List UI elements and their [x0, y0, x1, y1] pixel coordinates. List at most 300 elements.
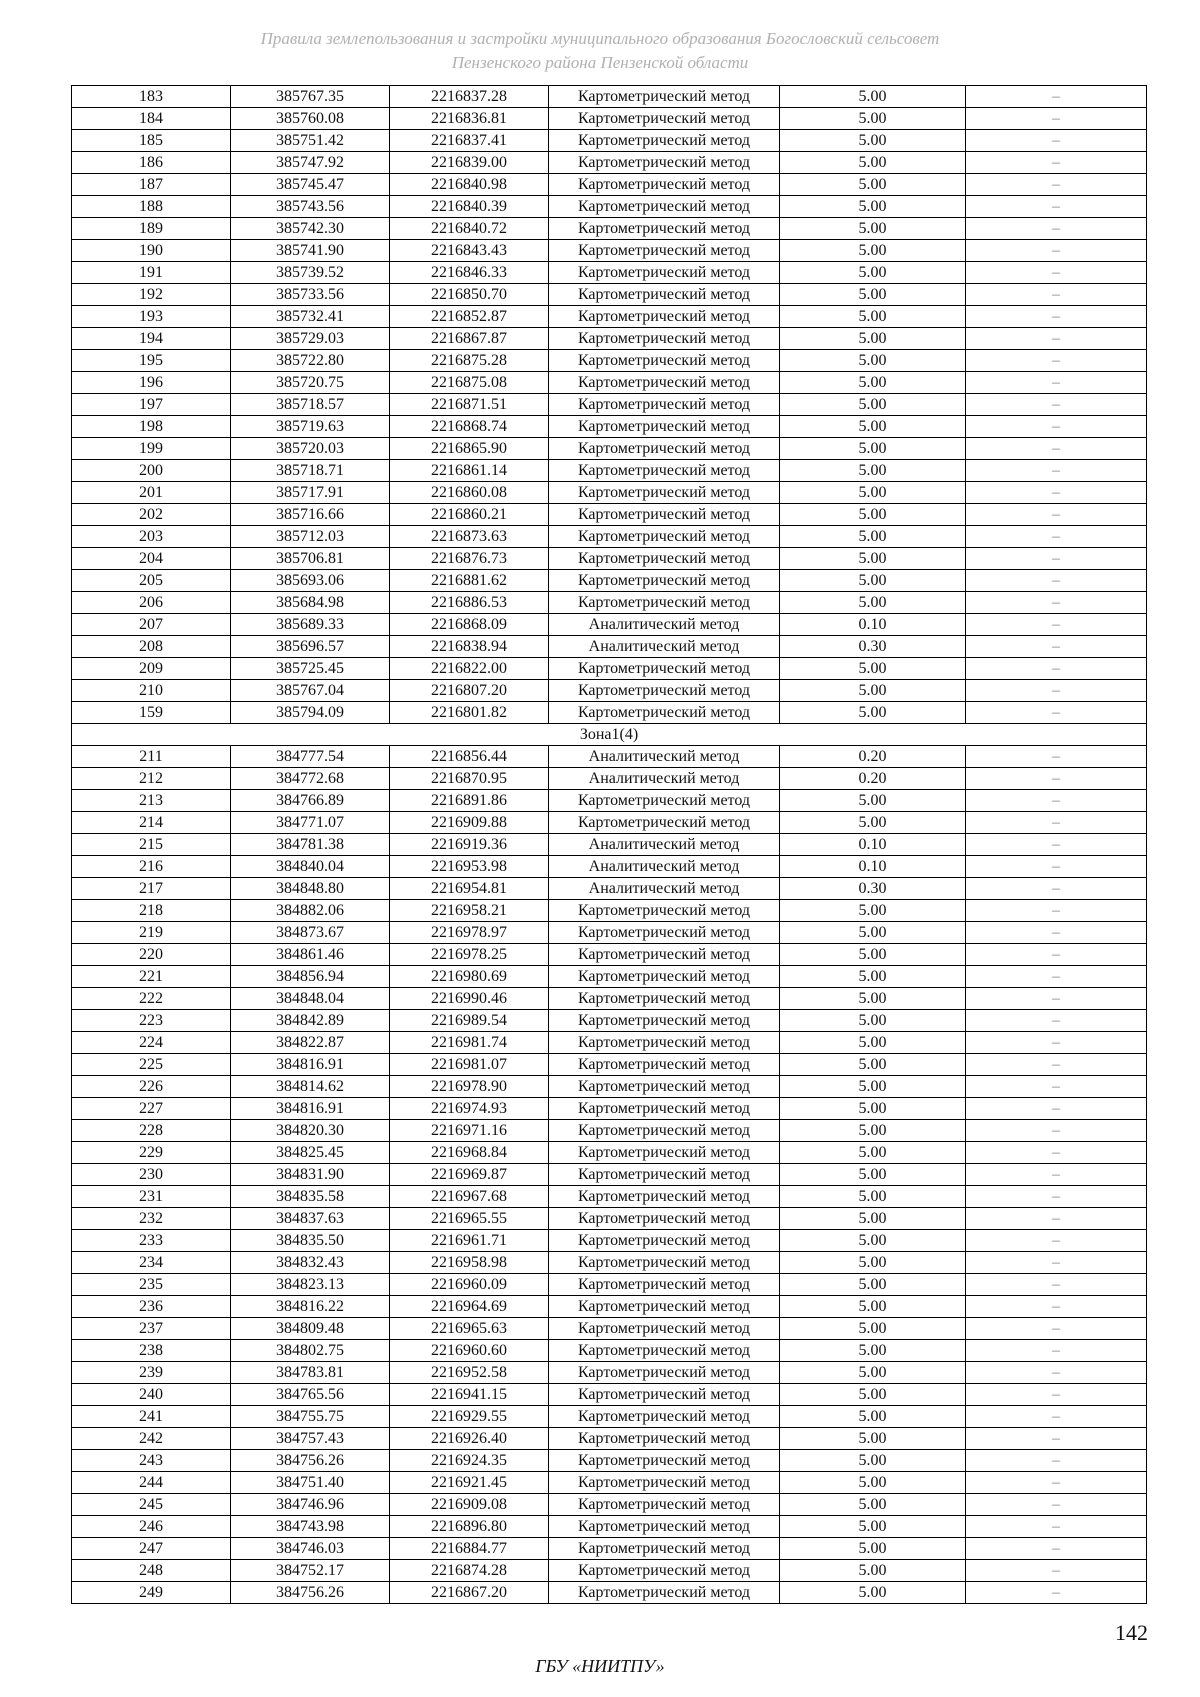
table-cell: 183 — [72, 86, 231, 108]
table-cell: 184 — [72, 108, 231, 130]
table-row — [72, 1186, 1147, 1208]
table-cell: 211 — [72, 746, 231, 768]
table-cell: 384771.07 — [231, 812, 390, 834]
table-cell: 5.00 — [780, 1560, 966, 1582]
table-cell: 189 — [72, 218, 231, 240]
running-header — [0, 27, 1200, 75]
table-cell: 5.00 — [780, 394, 966, 416]
table-cell: – — [966, 372, 1147, 394]
table-row — [72, 746, 1147, 768]
table-cell: 2216868.09 — [390, 614, 549, 636]
table-cell: – — [966, 284, 1147, 306]
table-cell: Картометрический метод — [549, 988, 780, 1010]
table-cell: 2216875.28 — [390, 350, 549, 372]
table-row — [72, 1032, 1147, 1054]
table-cell: 2216840.39 — [390, 196, 549, 218]
table-cell: 225 — [72, 1054, 231, 1076]
table-cell: 201 — [72, 482, 231, 504]
table-row — [72, 1274, 1147, 1296]
table-row — [72, 1450, 1147, 1472]
table-cell: – — [966, 438, 1147, 460]
table-row — [72, 1362, 1147, 1384]
table-cell: 198 — [72, 416, 231, 438]
table-cell: 5.00 — [780, 1208, 966, 1230]
table-cell: Картометрический метод — [549, 482, 780, 504]
table-cell: 384802.75 — [231, 1340, 390, 1362]
table-cell: 2216964.69 — [390, 1296, 549, 1318]
table-cell: 385712.03 — [231, 526, 390, 548]
table-cell: 5.00 — [780, 218, 966, 240]
table-cell: 385718.57 — [231, 394, 390, 416]
table-row — [72, 592, 1147, 614]
table-cell: 5.00 — [780, 108, 966, 130]
table-cell: 2216926.40 — [390, 1428, 549, 1450]
table-cell: 5.00 — [780, 658, 966, 680]
table-cell: 384823.13 — [231, 1274, 390, 1296]
table-cell: 2216960.60 — [390, 1340, 549, 1362]
table-cell: 232 — [72, 1208, 231, 1230]
table-row — [72, 988, 1147, 1010]
table-cell: 384783.81 — [231, 1362, 390, 1384]
table-row — [72, 262, 1147, 284]
table-cell: 384861.46 — [231, 944, 390, 966]
table-cell: 221 — [72, 966, 231, 988]
table-cell: 385743.56 — [231, 196, 390, 218]
table-row — [72, 394, 1147, 416]
table-cell: 5.00 — [780, 944, 966, 966]
table-cell: Картометрический метод — [549, 416, 780, 438]
table-cell: 2216958.21 — [390, 900, 549, 922]
table-cell: 385742.30 — [231, 218, 390, 240]
table-row — [72, 1340, 1147, 1362]
table-cell: 384756.26 — [231, 1582, 390, 1604]
table-cell: 2216968.84 — [390, 1142, 549, 1164]
table-cell: 2216868.74 — [390, 416, 549, 438]
table-cell: 385696.57 — [231, 636, 390, 658]
table-cell: 385689.33 — [231, 614, 390, 636]
table-cell: Картометрический метод — [549, 570, 780, 592]
table-cell: 5.00 — [780, 1032, 966, 1054]
table-cell: 2216961.71 — [390, 1230, 549, 1252]
table-cell: 0.30 — [780, 636, 966, 658]
table-cell: – — [966, 1450, 1147, 1472]
table-cell: Картометрический метод — [549, 680, 780, 702]
table-cell: Картометрический метод — [549, 504, 780, 526]
table-cell: 5.00 — [780, 438, 966, 460]
table-cell: 385732.41 — [231, 306, 390, 328]
table-cell: 5.00 — [780, 548, 966, 570]
table-row — [72, 702, 1147, 724]
table-cell: 385684.98 — [231, 592, 390, 614]
table-row — [72, 350, 1147, 372]
table-cell: 191 — [72, 262, 231, 284]
table-cell: 0.10 — [780, 856, 966, 878]
table-cell: 2216837.41 — [390, 130, 549, 152]
table-cell: – — [966, 1362, 1147, 1384]
table-cell: 385767.04 — [231, 680, 390, 702]
table-cell: 2216865.90 — [390, 438, 549, 460]
table-cell: Картометрический метод — [549, 394, 780, 416]
table-cell: 384882.06 — [231, 900, 390, 922]
table-cell: 5.00 — [780, 1340, 966, 1362]
table-row — [72, 152, 1147, 174]
table-cell: 2216801.82 — [390, 702, 549, 724]
table-cell: 238 — [72, 1340, 231, 1362]
table-cell: Картометрический метод — [549, 812, 780, 834]
table-cell: 2216860.08 — [390, 482, 549, 504]
table-cell: 2216873.63 — [390, 526, 549, 548]
table-cell: Картометрический метод — [549, 306, 780, 328]
table-cell: 5.00 — [780, 1384, 966, 1406]
table-cell: 385733.56 — [231, 284, 390, 306]
table-cell: – — [966, 460, 1147, 482]
table-cell: 203 — [72, 526, 231, 548]
table-cell: Картометрический метод — [549, 1010, 780, 1032]
table-cell: – — [966, 592, 1147, 614]
table-cell: 240 — [72, 1384, 231, 1406]
table-cell: – — [966, 240, 1147, 262]
table-cell: Картометрический метод — [549, 1296, 780, 1318]
table-cell: 385719.63 — [231, 416, 390, 438]
table-cell: 207 — [72, 614, 231, 636]
table-cell: – — [966, 746, 1147, 768]
table-cell: 385725.45 — [231, 658, 390, 680]
table-cell: Картометрический метод — [549, 1230, 780, 1252]
table-row — [72, 196, 1147, 218]
table-cell: 241 — [72, 1406, 231, 1428]
table-cell: 2216919.36 — [390, 834, 549, 856]
table-cell: Картометрический метод — [549, 1164, 780, 1186]
table-row — [72, 328, 1147, 350]
table-cell: 220 — [72, 944, 231, 966]
table-cell: 2216881.62 — [390, 570, 549, 592]
table-row — [72, 130, 1147, 152]
table-cell: Картометрический метод — [549, 702, 780, 724]
table-cell: – — [966, 922, 1147, 944]
table-cell: Картометрический метод — [549, 1472, 780, 1494]
table-row — [72, 1472, 1147, 1494]
table-cell: 2216876.73 — [390, 548, 549, 570]
table-cell: 0.10 — [780, 834, 966, 856]
table-cell: 5.00 — [780, 1582, 966, 1604]
table-cell: – — [966, 570, 1147, 592]
table-cell: 385718.71 — [231, 460, 390, 482]
table-cell: 5.00 — [780, 570, 966, 592]
table-cell: 5.00 — [780, 1472, 966, 1494]
table-cell: Картометрический метод — [549, 1428, 780, 1450]
table-cell: 385693.06 — [231, 570, 390, 592]
table-cell: 384822.87 — [231, 1032, 390, 1054]
table-cell: 2216989.54 — [390, 1010, 549, 1032]
table-row — [72, 372, 1147, 394]
table-cell: 2216929.55 — [390, 1406, 549, 1428]
table-cell: 384751.40 — [231, 1472, 390, 1494]
table-cell: – — [966, 1076, 1147, 1098]
table-cell: – — [966, 1296, 1147, 1318]
table-cell: 235 — [72, 1274, 231, 1296]
table-cell: – — [966, 108, 1147, 130]
table-cell: 5.00 — [780, 350, 966, 372]
table-cell: Аналитический метод — [549, 856, 780, 878]
table-cell: Картометрический метод — [549, 86, 780, 108]
table-cell: 188 — [72, 196, 231, 218]
table-cell: 5.00 — [780, 702, 966, 724]
table-cell: 210 — [72, 680, 231, 702]
table-cell: Картометрический метод — [549, 1582, 780, 1604]
table-cell: – — [966, 878, 1147, 900]
table-cell: 384766.89 — [231, 790, 390, 812]
table-cell: – — [966, 218, 1147, 240]
table-cell: 237 — [72, 1318, 231, 1340]
header-line-2: Пензенского района Пензенской области — [451, 53, 749, 72]
table-cell: 5.00 — [780, 966, 966, 988]
table-cell: Картометрический метод — [549, 526, 780, 548]
table-cell: 5.00 — [780, 1098, 966, 1120]
table-cell: 2216965.55 — [390, 1208, 549, 1230]
table-row — [72, 812, 1147, 834]
table-cell: 0.10 — [780, 614, 966, 636]
table-body — [72, 86, 1147, 1604]
table-cell: 5.00 — [780, 240, 966, 262]
table-row — [72, 1120, 1147, 1142]
table-cell: 5.00 — [780, 504, 966, 526]
table-row — [72, 504, 1147, 526]
table-cell: 231 — [72, 1186, 231, 1208]
table-cell: 245 — [72, 1494, 231, 1516]
table-cell: 2216837.28 — [390, 86, 549, 108]
table-row — [72, 284, 1147, 306]
table-cell: 5.00 — [780, 196, 966, 218]
table-cell: – — [966, 328, 1147, 350]
table-cell: 5.00 — [780, 372, 966, 394]
table-row — [72, 1230, 1147, 1252]
table-cell: 5.00 — [780, 526, 966, 548]
table-row — [72, 966, 1147, 988]
table-cell: 2216875.08 — [390, 372, 549, 394]
table-cell: 5.00 — [780, 1076, 966, 1098]
table-cell: 384816.22 — [231, 1296, 390, 1318]
table-cell: 2216954.81 — [390, 878, 549, 900]
table-cell: – — [966, 1032, 1147, 1054]
table-cell: 2216981.07 — [390, 1054, 549, 1076]
table-cell: Картометрический метод — [549, 1516, 780, 1538]
table-cell: Картометрический метод — [549, 1098, 780, 1120]
table-cell: 5.00 — [780, 1010, 966, 1032]
table-cell: 5.00 — [780, 262, 966, 284]
table-cell: 218 — [72, 900, 231, 922]
table-cell: – — [966, 548, 1147, 570]
table-cell: 2216967.68 — [390, 1186, 549, 1208]
table-cell: 384814.62 — [231, 1076, 390, 1098]
table-cell: 5.00 — [780, 416, 966, 438]
table-row — [72, 658, 1147, 680]
table-cell: Картометрический метод — [549, 900, 780, 922]
table-cell: 224 — [72, 1032, 231, 1054]
table-cell: 5.00 — [780, 152, 966, 174]
table-cell: 5.00 — [780, 1142, 966, 1164]
table-cell: 239 — [72, 1362, 231, 1384]
table-cell: Картометрический метод — [549, 262, 780, 284]
table-cell: 0.20 — [780, 768, 966, 790]
table-cell: – — [966, 394, 1147, 416]
table-cell: Картометрический метод — [549, 944, 780, 966]
table-cell: 0.20 — [780, 746, 966, 768]
table-cell: 2216924.35 — [390, 1450, 549, 1472]
table-cell: 2216981.74 — [390, 1032, 549, 1054]
table-cell: 202 — [72, 504, 231, 526]
table-cell: 384746.03 — [231, 1538, 390, 1560]
table-cell: – — [966, 1142, 1147, 1164]
table-cell: 5.00 — [780, 328, 966, 350]
table-cell: 384837.63 — [231, 1208, 390, 1230]
table-cell: 384756.26 — [231, 1450, 390, 1472]
table-cell: Картометрический метод — [549, 966, 780, 988]
table-cell: 5.00 — [780, 812, 966, 834]
table-cell: – — [966, 812, 1147, 834]
table-row — [72, 790, 1147, 812]
table-cell: 2216860.21 — [390, 504, 549, 526]
table-cell: 2216886.53 — [390, 592, 549, 614]
table-cell: 2216896.80 — [390, 1516, 549, 1538]
table-cell: 5.00 — [780, 1164, 966, 1186]
table-cell: 194 — [72, 328, 231, 350]
table-cell: 385767.35 — [231, 86, 390, 108]
table-row — [72, 1538, 1147, 1560]
table-cell: Картометрический метод — [549, 1208, 780, 1230]
table-cell: 2216960.09 — [390, 1274, 549, 1296]
table-cell: 384831.90 — [231, 1164, 390, 1186]
table-cell: 384816.91 — [231, 1054, 390, 1076]
table-cell: Картометрический метод — [549, 284, 780, 306]
table-cell: 5.00 — [780, 460, 966, 482]
table-cell: 190 — [72, 240, 231, 262]
table-cell: 2216870.95 — [390, 768, 549, 790]
table-cell: 384835.50 — [231, 1230, 390, 1252]
table-row — [72, 834, 1147, 856]
table-row — [72, 1142, 1147, 1164]
coordinates-table — [71, 85, 1146, 1604]
table-cell: Картометрический метод — [549, 218, 780, 240]
table-cell: 242 — [72, 1428, 231, 1450]
table-row — [72, 1318, 1147, 1340]
table-row — [72, 240, 1147, 262]
table-cell: 2216974.93 — [390, 1098, 549, 1120]
table-cell: 2216836.81 — [390, 108, 549, 130]
table-cell: 384743.98 — [231, 1516, 390, 1538]
table-cell: 385747.92 — [231, 152, 390, 174]
table-cell: 196 — [72, 372, 231, 394]
table-cell: – — [966, 504, 1147, 526]
table-cell: 5.00 — [780, 1318, 966, 1340]
table-cell: 385729.03 — [231, 328, 390, 350]
table-cell: – — [966, 768, 1147, 790]
table-cell: 385741.90 — [231, 240, 390, 262]
table-cell: 384832.43 — [231, 1252, 390, 1274]
table-cell: Картометрический метод — [549, 1560, 780, 1582]
table-cell: Картометрический метод — [549, 438, 780, 460]
table-cell: Картометрический метод — [549, 1252, 780, 1274]
table-cell: 2216871.51 — [390, 394, 549, 416]
table-cell: – — [966, 1582, 1147, 1604]
table-cell: 195 — [72, 350, 231, 372]
table-cell: 5.00 — [780, 592, 966, 614]
table-cell: 385706.81 — [231, 548, 390, 570]
table-cell: – — [966, 1054, 1147, 1076]
table-cell: 2216838.94 — [390, 636, 549, 658]
table-cell: 187 — [72, 174, 231, 196]
table-cell: 5.00 — [780, 1252, 966, 1274]
table-cell: 385794.09 — [231, 702, 390, 724]
table-cell: – — [966, 1274, 1147, 1296]
table-cell: 222 — [72, 988, 231, 1010]
table-cell: Картометрический метод — [549, 350, 780, 372]
table-cell: 385716.66 — [231, 504, 390, 526]
table-cell: 2216978.25 — [390, 944, 549, 966]
table-cell: 2216978.90 — [390, 1076, 549, 1098]
table-cell: 5.00 — [780, 1274, 966, 1296]
table-cell: 0.30 — [780, 878, 966, 900]
table-cell: 384842.89 — [231, 1010, 390, 1032]
table-cell: – — [966, 1010, 1147, 1032]
table-row — [72, 1560, 1147, 1582]
table-cell: 384873.67 — [231, 922, 390, 944]
table-row — [72, 1296, 1147, 1318]
table-cell: 5.00 — [780, 1538, 966, 1560]
table-cell: Картометрический метод — [549, 548, 780, 570]
table-cell: 385751.42 — [231, 130, 390, 152]
table-cell: 5.00 — [780, 86, 966, 108]
table-cell: Картометрический метод — [549, 658, 780, 680]
zone-label: Зона1(4) — [72, 724, 1147, 746]
table-cell: – — [966, 900, 1147, 922]
table-row — [72, 1252, 1147, 1274]
header-line-1: Правила землепользования и застройки муниципального образования Богословский сельсовет — [260, 29, 940, 48]
table-cell: 384820.30 — [231, 1120, 390, 1142]
table-cell: 5.00 — [780, 1494, 966, 1516]
table-cell: – — [966, 86, 1147, 108]
table-cell: 384856.94 — [231, 966, 390, 988]
table-cell: 2216969.87 — [390, 1164, 549, 1186]
table-cell: 219 — [72, 922, 231, 944]
table-cell: 385720.75 — [231, 372, 390, 394]
table-cell: 5.00 — [780, 284, 966, 306]
table-cell: 384816.91 — [231, 1098, 390, 1120]
table-cell: Аналитический метод — [549, 834, 780, 856]
table-cell: – — [966, 1494, 1147, 1516]
table-cell: 206 — [72, 592, 231, 614]
table-cell: 384746.96 — [231, 1494, 390, 1516]
table-cell: Картометрический метод — [549, 1274, 780, 1296]
table-cell: 5.00 — [780, 1230, 966, 1252]
table-row — [72, 548, 1147, 570]
table-row — [72, 1208, 1147, 1230]
table-cell: – — [966, 306, 1147, 328]
table-cell: 384765.56 — [231, 1384, 390, 1406]
table-cell: 2216874.28 — [390, 1560, 549, 1582]
table-cell: 5.00 — [780, 1186, 966, 1208]
table-row — [72, 1164, 1147, 1186]
table-cell: 2216840.98 — [390, 174, 549, 196]
table-cell: 2216971.16 — [390, 1120, 549, 1142]
table-cell: 2216852.87 — [390, 306, 549, 328]
table-cell: 2216891.86 — [390, 790, 549, 812]
table-cell: 5.00 — [780, 1450, 966, 1472]
table-cell: 2216958.98 — [390, 1252, 549, 1274]
table-cell: 2216965.63 — [390, 1318, 549, 1340]
table-row — [72, 86, 1147, 108]
table-cell: 2216921.45 — [390, 1472, 549, 1494]
table-cell: 2216822.00 — [390, 658, 549, 680]
